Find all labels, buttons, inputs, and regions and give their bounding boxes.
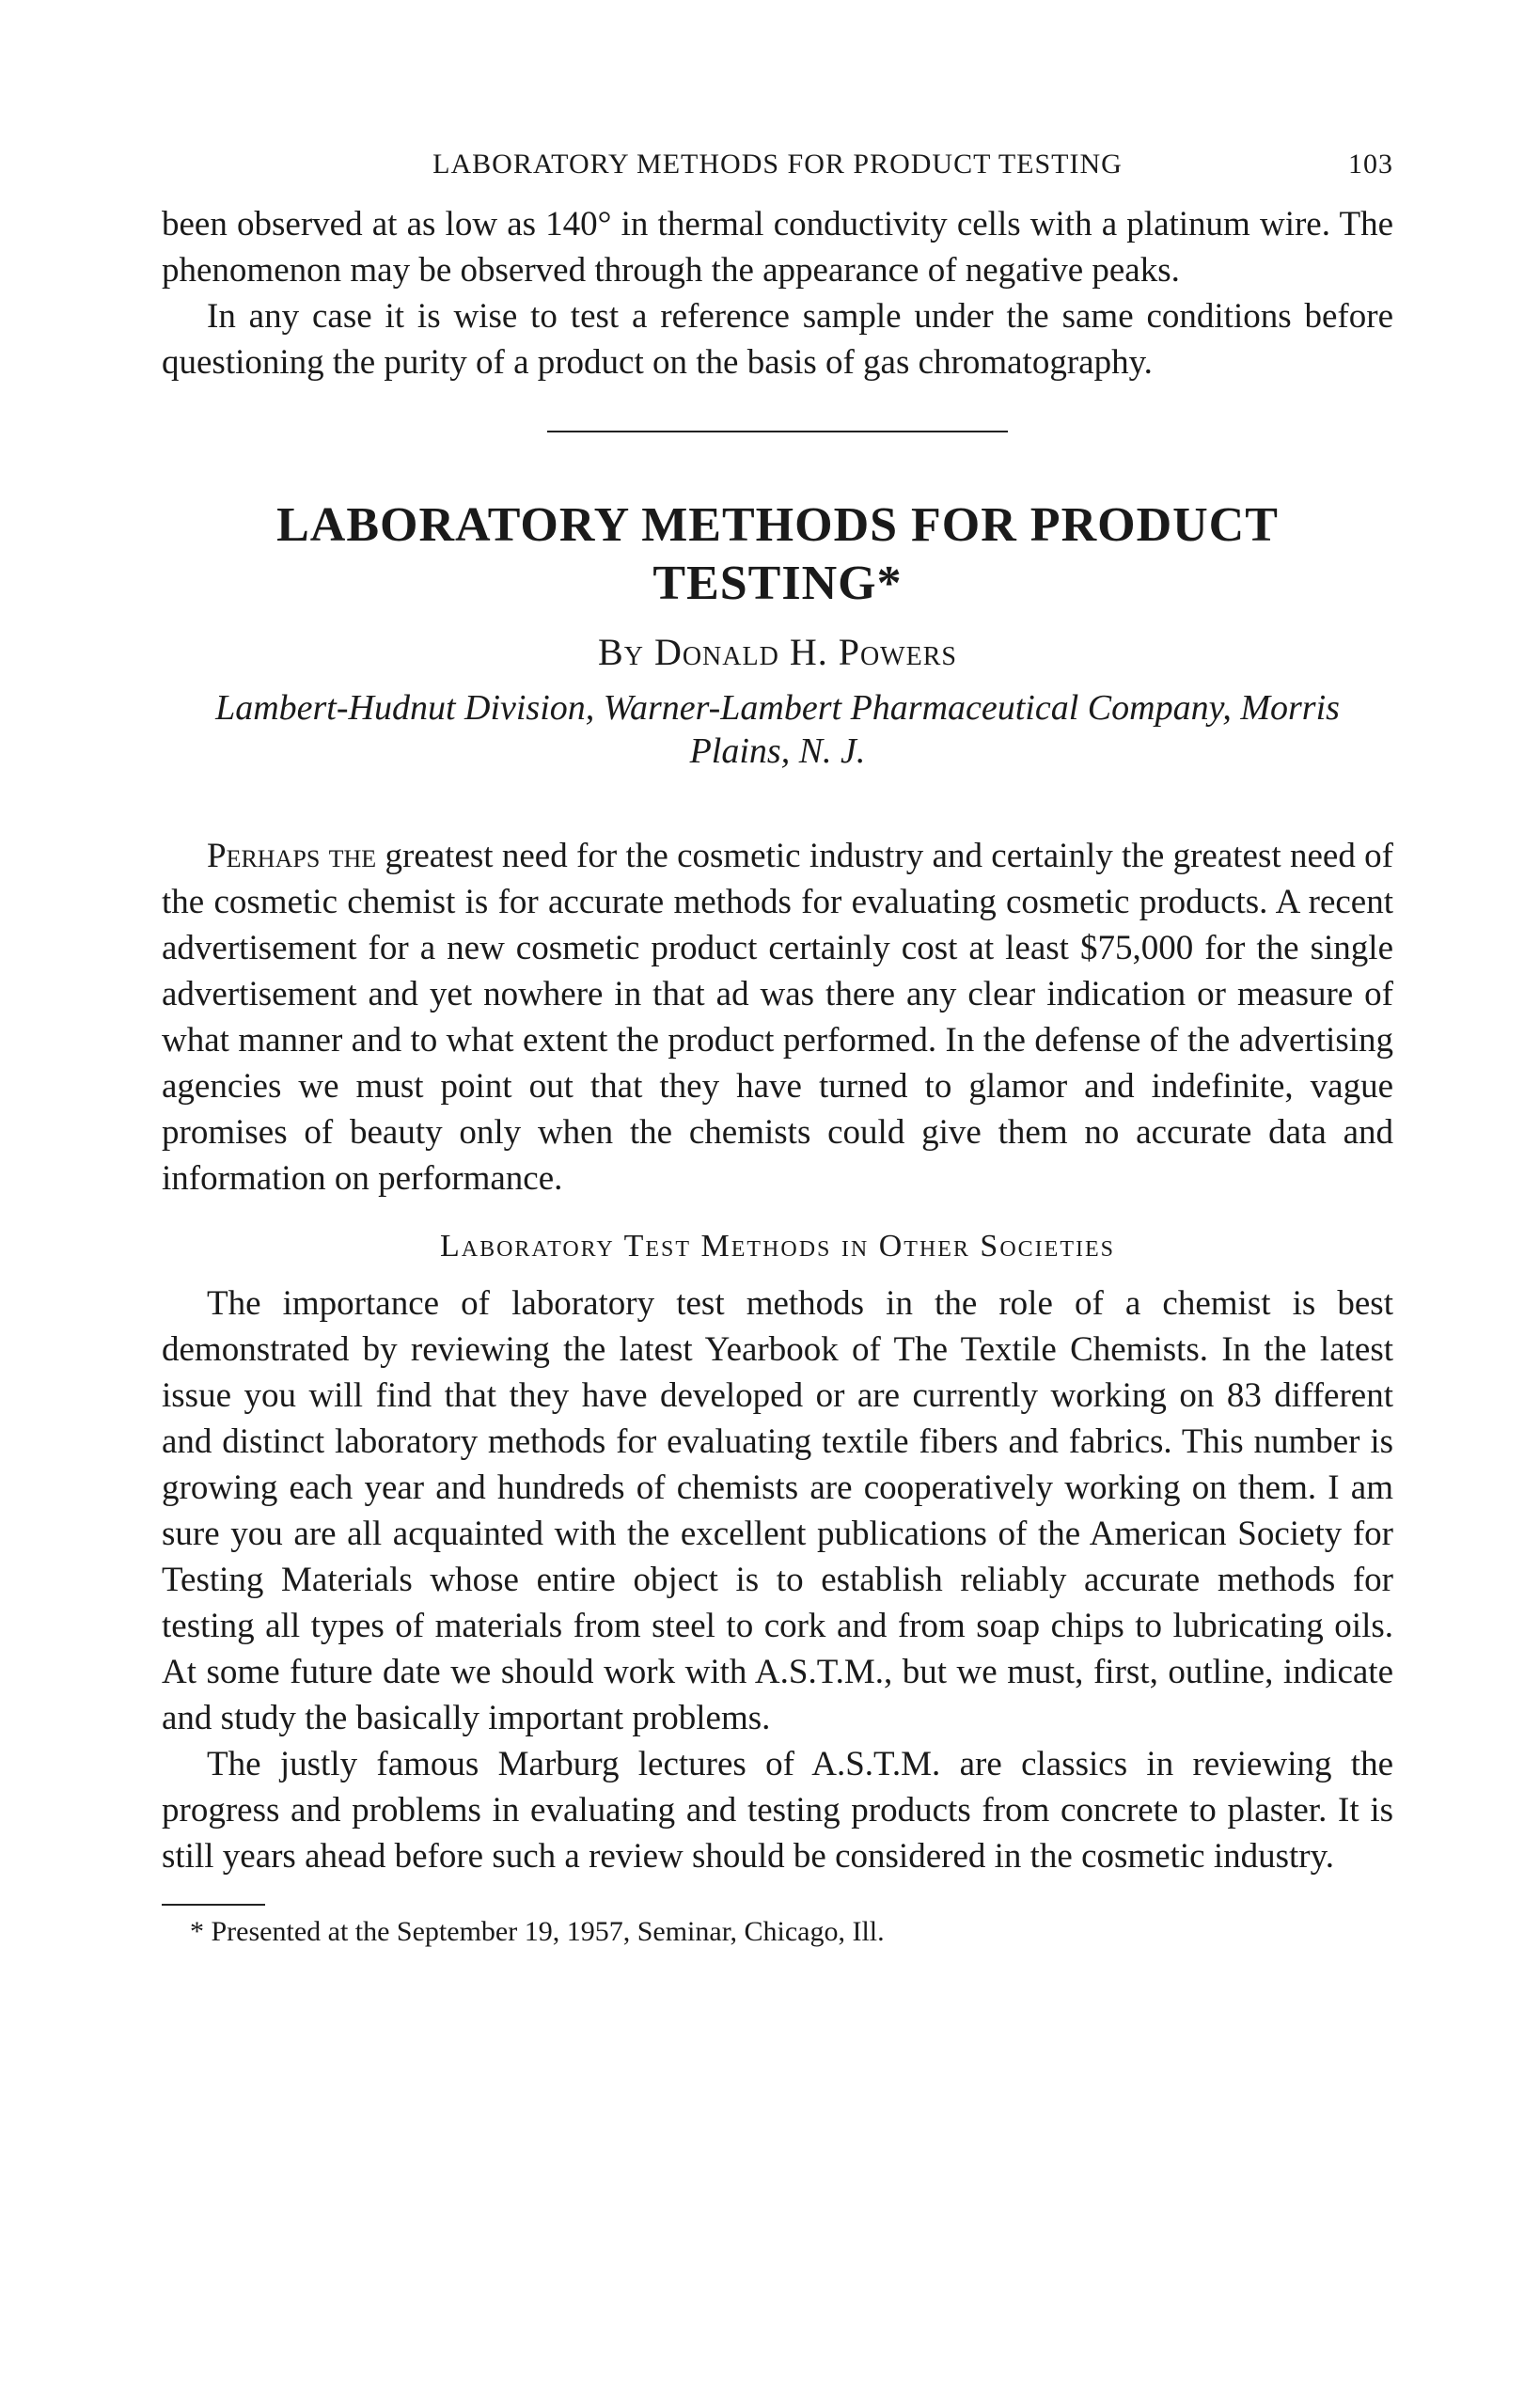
intro-paragraph bbox=[162, 833, 1393, 1202]
running-head bbox=[162, 141, 1393, 188]
continued-paragraph-2: In any case it is wise to test a reference sample under the same conditions before questioning the purity of a product on the basis of gas chromatography. bbox=[162, 297, 1393, 382]
section-paragraph-2: The justly famous Marburg lectures of A.S.T.M. are classics in reviewing the progress and problems in evaluating and testing products from concrete to plaster. It is still years ahead before such a review should be considered in the cosmetic industry. bbox=[162, 1745, 1393, 1876]
journal-page bbox=[162, 141, 1393, 1951]
running-head-title: LABORATORY METHODS FOR PRODUCT TESTING bbox=[432, 149, 1123, 180]
article-title: LABORATORY METHODS FOR PRODUCT TESTING* bbox=[276, 498, 1279, 610]
page-number: 103 bbox=[1348, 149, 1393, 180]
intro-lead-words: Perhaps the bbox=[207, 837, 377, 875]
article-separator-rule bbox=[547, 431, 1008, 432]
footnote-rule bbox=[162, 1904, 265, 1906]
author-affiliation: Lambert-Hudnut Division, Warner-Lambert Pharmaceutical Company, Morris Plains, N. J. bbox=[215, 688, 1340, 771]
continued-paragraph: been observed at as low as 140° in thermal conductivity cells with a platinum wire. The phenomenon may be observed through the appearance of negative peaks. bbox=[162, 205, 1393, 290]
author-byline: By Donald H. Powers bbox=[598, 631, 957, 673]
section-heading: Laboratory Test Methods in Other Societies bbox=[439, 1229, 1115, 1264]
intro-paragraph-text: greatest need for the cosmetic industry and certainly the greatest need of the cosmetic chemist is for accurate methods for evaluating cosmetic products. A recent advertisement for a new cosmetic product certainly cost at least $75,000 for the single advertisement and yet nowhere in that ad was there any clear indication or measure of what manner and to what extent the product performed. In the defense of the advertising agencies we must point out that they have turned to glamor and indefinite, vague promises of beauty only when the chemists could give them no accurate data and information on performance. bbox=[162, 837, 1393, 1198]
section-paragraph-1: The importance of laboratory test methods in the role of a chemist is best demonstrated by reviewing the latest Yearbook of The Textile Chemists. In the latest issue you will find that they have developed or are currently working on 83 different and distinct laboratory methods for evaluating textile fibers and fabrics. This number is growing each year and hundreds of chemists are cooperatively working on them. I am sure you are all acquainted with the excellent publications of the American Society for Testing Materials whose entire object is to establish reliably accurate methods for testing all types of materials from steel to cork and from soap chips to lubricating oils. At some future date we should work with A.S.T.M., but we must, first, outline, indicate and study the basically important problems. bbox=[162, 1284, 1393, 1737]
footnote: * Presented at the September 19, 1957, Seminar, Chicago, Ill. bbox=[190, 1916, 885, 1947]
